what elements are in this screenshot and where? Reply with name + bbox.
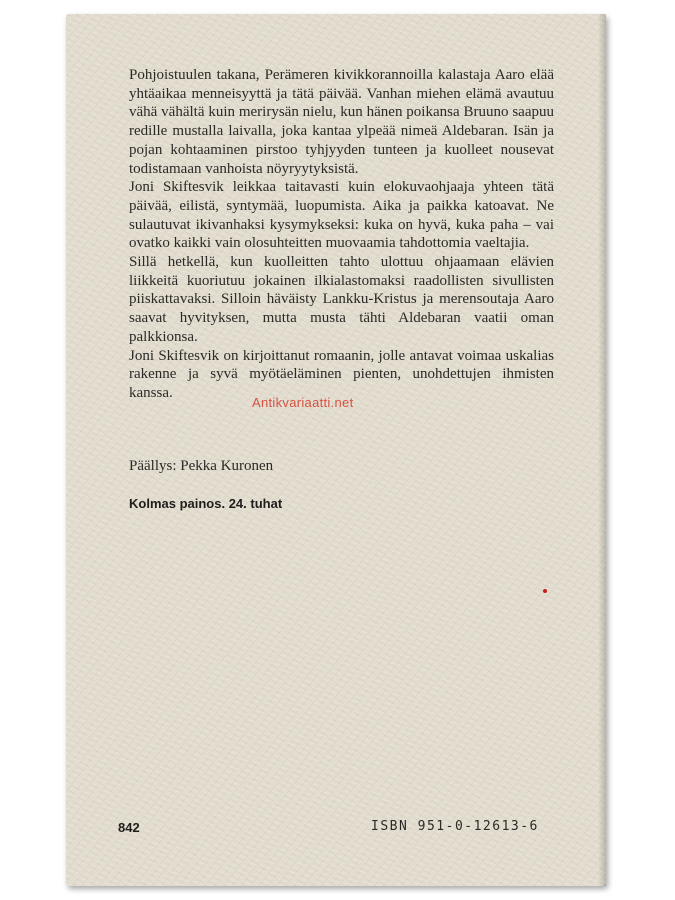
blurb-text xyxy=(129,66,554,403)
blurb-paragraph: Pohjoistuulen takana, Perämeren kivikkorannoilla kalastaja Aaro elää yhtäaikaa menneisyyttä ja tätä päivää. Vanhan miehen elämä avautuu vähä vähältä kuin merirysän nielu, kun hänen poikansa Bruuno saapuu redille mustalla laivalla, joka kantaa ylpeää nimeä Aldebaran. Isän ja pojan kohtaaminen pirstoo tyhjyyden tunteen ja kuolleet nousevat todistamaan vanhoista nöyryytyksistä. xyxy=(129,67,554,177)
cover-edge-shadow xyxy=(598,14,606,886)
cover-credit: Päällys: Pekka Kuronen xyxy=(129,458,274,474)
isbn-number: ISBN 951-0-12613-6 xyxy=(371,819,539,834)
blurb-paragraph: Sillä hetkellä, kun kuolleitten tahto ulottuu ohjaamaan elävien liikkeitä kuoriutuu jokainen ilkialastomaksi raadollisten sivullisten piiskattavaksi. Silloin häväisty Lankku-Kristus ja merensoutaja Aaro saavat hyvityksen, mutta musta tähti Aldebaran vaatii oman palkkionsa. xyxy=(129,254,554,345)
edition-info: Kolmas painos. 24. tuhat xyxy=(129,496,283,511)
blurb-paragraph: Joni Skiftesvik leikkaa taitavasti kuin elokuvaohjaaja yhteen tätä päivää, eilistä, syntymää, luopumista. Aika ja paikka katoavat. Ne sulautuvat ikivanhaksi kysymykseksi: kuka on hyvä, kuka paha – vai ovatko kaikki vain olosuhteitten muovaamia tahdottomia vaeltajia. xyxy=(129,179,554,252)
blurb-paragraph: Joni Skiftesvik on kirjoittanut romaanin, jolle antavat voimaa uskalias rakenne ja syvä myötäeläminen pienten, unohdettujen ihmisten kanssa. xyxy=(129,347,554,401)
book-back-cover xyxy=(66,14,606,886)
red-mark xyxy=(543,589,547,593)
price-code: 842 xyxy=(118,820,140,835)
watermark-text: Antikvariaatti.net xyxy=(252,395,354,410)
